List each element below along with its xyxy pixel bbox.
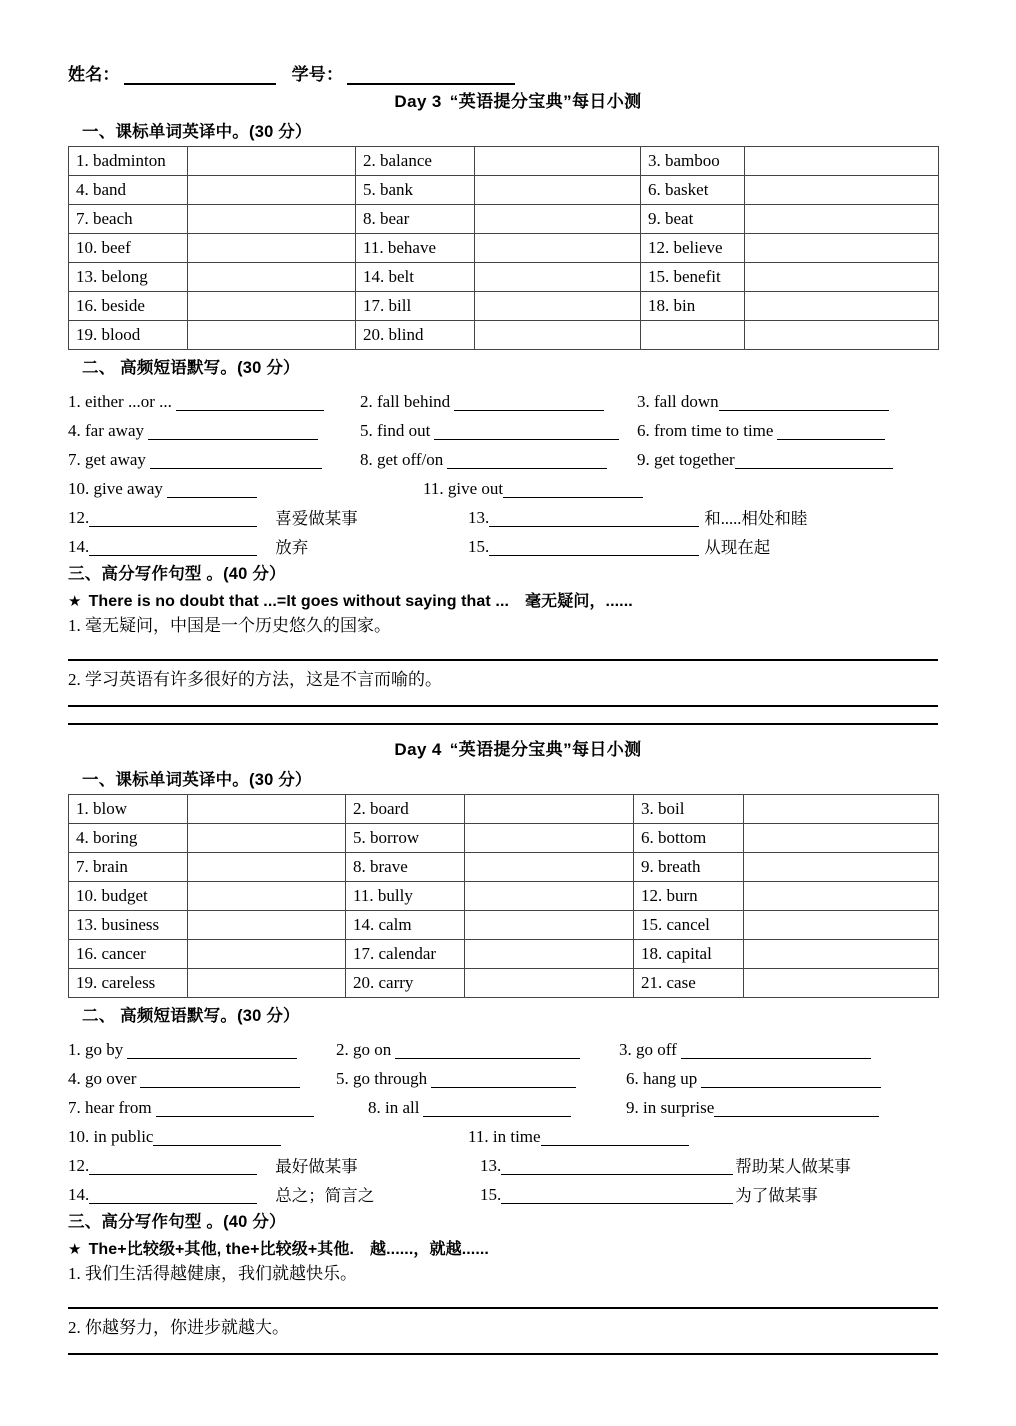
answer-cell[interactable]: [475, 292, 641, 321]
phrase-item: [68, 1041, 336, 1059]
word-cell: 11. behave: [356, 234, 475, 263]
phrase-blank[interactable]: [148, 425, 318, 440]
phrase-text: 5. go through: [336, 1069, 428, 1089]
answer-cell[interactable]: [744, 824, 939, 853]
phrase-item: [336, 1041, 619, 1059]
word-cell: 16. cancer: [69, 940, 188, 969]
table-row: [69, 911, 939, 940]
phrase-blank[interactable]: [489, 512, 699, 527]
day4-section2-heading: 二、 高频短语默写。(30 分）: [82, 1007, 300, 1026]
phrase-text: 1. either ...or ...: [68, 392, 172, 412]
phrase-item: [68, 422, 360, 440]
phrase-blank[interactable]: [501, 1160, 733, 1175]
phrase-item: [480, 1157, 851, 1175]
day3-phrase-row: [68, 498, 938, 527]
table-row: [69, 234, 939, 263]
word-cell: 21. case: [634, 969, 744, 998]
phrase-text: 11. give out: [423, 479, 504, 499]
answer-cell[interactable]: [745, 205, 939, 234]
table-row: [69, 292, 939, 321]
phrase-blank[interactable]: [503, 483, 643, 498]
phrase-text: 2. fall behind: [360, 392, 451, 412]
day4-word-table: [68, 794, 939, 998]
star-icon: ★: [68, 593, 82, 610]
word-cell: 17. bill: [356, 292, 475, 321]
name-blank[interactable]: [124, 68, 276, 85]
phrase-meaning: 总之；简言之: [275, 1185, 375, 1205]
phrase-item: [68, 1070, 336, 1088]
word-cell: 20. carry: [346, 969, 465, 998]
table-row: [69, 882, 939, 911]
phrase-blank[interactable]: [89, 1160, 257, 1175]
phrase-text: 4. far away: [68, 421, 144, 441]
day3-pattern-en: There is no doubt that ...=It goes without saying that ...: [88, 593, 510, 610]
answer-cell[interactable]: [744, 969, 939, 998]
answer-cell[interactable]: [744, 940, 939, 969]
phrase-text: 4. go over: [68, 1069, 137, 1089]
phrase-blank[interactable]: [489, 541, 699, 556]
day4-title-prefix: Day 4: [394, 740, 442, 760]
phrase-text: 1. go by: [68, 1040, 124, 1060]
student-info-row: [68, 60, 938, 85]
phrase-blank[interactable]: [140, 1073, 300, 1088]
phrase-blank[interactable]: [454, 396, 604, 411]
answer-cell[interactable]: [475, 263, 641, 292]
word-cell: 17. calendar: [346, 940, 465, 969]
day3-section2-heading: 二、 高频短语默写。(30 分）: [82, 359, 300, 377]
word-cell: 16. beside: [69, 292, 188, 321]
phrase-blank[interactable]: [501, 1189, 733, 1204]
day3-section3-heading: 三、高分写作句型 。(40 分）: [68, 565, 286, 583]
phrase-blank[interactable]: [150, 454, 322, 469]
answer-cell[interactable]: [745, 234, 939, 263]
star-icon: ★: [68, 1241, 82, 1259]
table-row: [69, 321, 939, 350]
day3-pattern-line: [68, 588, 938, 611]
day3-sentence-2: 2. 学习英语有许多很好的方法，这是不言而喻的。: [68, 670, 442, 690]
answer-cell[interactable]: [475, 234, 641, 263]
word-cell: 5. bank: [356, 176, 475, 205]
answer-cell[interactable]: [188, 824, 346, 853]
word-cell: 6. bottom: [634, 824, 744, 853]
phrase-blank[interactable]: [167, 483, 257, 498]
phrase-blank[interactable]: [395, 1044, 580, 1059]
answer-cell[interactable]: [188, 911, 346, 940]
word-cell: 7. beach: [69, 205, 188, 234]
phrase-item: [626, 1070, 881, 1088]
phrase-text: 7. hear from: [68, 1098, 152, 1118]
word-cell: 20. blind: [356, 321, 475, 350]
day3-word-table: [68, 146, 939, 350]
word-cell: 18. bin: [641, 292, 745, 321]
phrase-text: 13.: [480, 1156, 502, 1176]
phrase-item: [626, 1099, 879, 1117]
phrase-meaning: 和.....相处和睦: [704, 508, 808, 528]
phrase-item: [619, 1041, 871, 1059]
answer-cell[interactable]: [188, 940, 346, 969]
answer-cell[interactable]: [188, 853, 346, 882]
answer-cell[interactable]: [188, 176, 356, 205]
phrase-blank[interactable]: [89, 1189, 257, 1204]
phrase-item: [480, 1186, 818, 1204]
phrase-meaning: 最好做某事: [275, 1156, 358, 1176]
phrase-blank[interactable]: [735, 454, 893, 469]
phrase-text: 3. go off: [619, 1040, 677, 1060]
phrase-blank[interactable]: [777, 425, 885, 440]
day3-pattern-cn: 毫无疑问，......: [525, 593, 633, 610]
table-row: [69, 824, 939, 853]
phrase-item: [368, 1099, 626, 1117]
day3-section1-heading: 一、课标单词英译中。(30 分）: [82, 123, 312, 141]
day3-answer-line-1[interactable]: [68, 659, 938, 661]
phrase-blank[interactable]: [681, 1044, 871, 1059]
word-cell: 7. brain: [69, 853, 188, 882]
phrase-blank[interactable]: [434, 425, 619, 440]
phrase-item: [360, 393, 637, 411]
answer-cell[interactable]: [465, 911, 634, 940]
phrase-item: [68, 451, 360, 469]
phrase-text: 15.: [468, 537, 490, 557]
phrase-text: 7. get away: [68, 450, 146, 470]
word-cell: 10. budget: [69, 882, 188, 911]
word-cell: 4. boring: [69, 824, 188, 853]
phrase-blank[interactable]: [701, 1073, 881, 1088]
word-cell: 11. bully: [346, 882, 465, 911]
phrase-text: 15.: [480, 1185, 502, 1205]
word-cell: 5. borrow: [346, 824, 465, 853]
day4-sentence-2: 2. 你越努力，你进步就越大。: [68, 1318, 289, 1338]
phrase-text: 6. from time to time: [637, 421, 774, 441]
answer-cell[interactable]: [465, 969, 634, 998]
phrase-meaning: 从现在起: [704, 537, 771, 557]
phrase-blank[interactable]: [447, 454, 607, 469]
phrase-item: [68, 393, 360, 411]
table-row: [69, 940, 939, 969]
day4-phrase-row: [68, 1146, 938, 1175]
word-cell: 12. believe: [641, 234, 745, 263]
phrase-text: 12.: [68, 1156, 90, 1176]
phrase-text: 5. find out: [360, 421, 431, 441]
day4-pattern-line: [68, 1236, 938, 1259]
answer-cell[interactable]: [188, 292, 356, 321]
name-label: 姓名：: [68, 65, 120, 84]
phrase-item: [637, 422, 885, 440]
word-cell: 19. careless: [69, 969, 188, 998]
phrase-item: [468, 1128, 689, 1146]
answer-cell[interactable]: [745, 176, 939, 205]
day4-section3-heading: 三、高分写作句型 。(40 分）: [68, 1213, 286, 1232]
answer-cell[interactable]: [745, 263, 939, 292]
phrase-item: [68, 480, 423, 498]
phrase-item: [68, 1099, 368, 1117]
answer-cell[interactable]: [465, 795, 634, 824]
word-cell: 9. breath: [634, 853, 744, 882]
word-cell: 19. blood: [69, 321, 188, 350]
phrase-meaning: 放弃: [275, 537, 309, 557]
phrase-text: 13.: [468, 508, 490, 528]
answer-cell[interactable]: [465, 940, 634, 969]
table-row: [69, 795, 939, 824]
student-id-blank[interactable]: [347, 68, 515, 85]
answer-cell[interactable]: [744, 795, 939, 824]
day3-phrase-row: [68, 411, 938, 440]
phrase-blank[interactable]: [423, 1102, 571, 1117]
word-cell: 18. capital: [634, 940, 744, 969]
phrase-item: [336, 1070, 626, 1088]
day3-phrase-row: [68, 469, 938, 498]
word-cell: 4. band: [69, 176, 188, 205]
page-content: [68, 60, 938, 1355]
phrase-text: 8. get off/on: [360, 450, 444, 470]
word-cell: 1. blow: [69, 795, 188, 824]
phrase-blank[interactable]: [89, 541, 257, 556]
answer-cell[interactable]: [475, 321, 641, 350]
answer-cell[interactable]: [188, 969, 346, 998]
phrase-item: [68, 538, 468, 556]
answer-cell[interactable]: [188, 795, 346, 824]
phrase-item: [637, 451, 893, 469]
day3-title: [68, 87, 938, 112]
word-cell-empty: [641, 321, 745, 350]
day3-phrase-row: [68, 527, 938, 556]
answer-cell[interactable]: [744, 882, 939, 911]
phrase-item: [423, 480, 643, 498]
phrase-text: 14.: [68, 1185, 90, 1205]
student-id-label: 学号：: [291, 65, 344, 84]
table-row: [69, 969, 939, 998]
phrase-item: [468, 509, 807, 527]
answer-cell[interactable]: [188, 205, 356, 234]
phrase-blank[interactable]: [719, 396, 889, 411]
day3-answer-line-2[interactable]: [68, 705, 938, 707]
answer-cell[interactable]: [745, 147, 939, 176]
phrase-text: 6. hang up: [626, 1069, 698, 1089]
day4-section1-heading: 一、课标单词英译中。(30 分）: [82, 771, 312, 790]
word-cell: 2. balance: [356, 147, 475, 176]
phrase-text: 10. give away: [68, 479, 163, 499]
day4-pattern-cn: 越......，就越......: [370, 1241, 489, 1259]
answer-cell[interactable]: [744, 911, 939, 940]
phrase-item: [68, 1157, 480, 1175]
day3-phrase-row: [68, 382, 938, 411]
phrase-item: [68, 1186, 480, 1204]
phrase-blank[interactable]: [156, 1102, 314, 1117]
word-cell: 13. business: [69, 911, 188, 940]
day4-phrase-row: [68, 1117, 938, 1146]
phrase-text: 11. in time: [468, 1127, 541, 1147]
answer-cell[interactable]: [465, 882, 634, 911]
table-row: [69, 176, 939, 205]
answer-cell[interactable]: [475, 147, 641, 176]
day4-title-main: “英语提分宝典”每日小测: [449, 740, 642, 760]
answer-cell[interactable]: [188, 321, 356, 350]
word-cell: 13. belong: [69, 263, 188, 292]
day4-phrase-row: [68, 1175, 938, 1204]
word-cell: 8. brave: [346, 853, 465, 882]
word-cell: 15. benefit: [641, 263, 745, 292]
day4-answer-line-2[interactable]: [68, 1353, 938, 1355]
phrase-meaning: 帮助某人做某事: [735, 1156, 851, 1176]
table-row: [69, 853, 939, 882]
answer-cell[interactable]: [475, 205, 641, 234]
day4-answer-line-1[interactable]: [68, 1307, 938, 1309]
day4-sentence-1: 1. 我们生活得越健康，我们就越快乐。: [68, 1264, 357, 1284]
phrase-blank[interactable]: [176, 396, 324, 411]
day-separator: [68, 723, 938, 725]
day4-phrase-row: [68, 1059, 938, 1088]
day3-title-prefix: Day 3: [394, 92, 442, 111]
phrase-blank[interactable]: [714, 1102, 879, 1117]
word-cell: 9. beat: [641, 205, 745, 234]
word-cell: 14. belt: [356, 263, 475, 292]
answer-cell[interactable]: [475, 176, 641, 205]
answer-cell[interactable]: [188, 234, 356, 263]
phrase-item: [68, 1128, 468, 1146]
day4-phrase-row: [68, 1030, 938, 1059]
word-cell: 1. badminton: [69, 147, 188, 176]
phrase-text: 9. in surprise: [626, 1098, 715, 1118]
phrase-text: 3. fall down: [637, 392, 719, 412]
phrase-meaning: 喜爱做某事: [275, 508, 358, 528]
day3-sentence-1: 1. 毫无疑问，中国是一个历史悠久的国家。: [68, 616, 391, 635]
phrase-item: [360, 422, 637, 440]
phrase-text: 2. go on: [336, 1040, 392, 1060]
phrase-blank[interactable]: [541, 1131, 689, 1146]
answer-cell[interactable]: [465, 824, 634, 853]
answer-cell[interactable]: [188, 882, 346, 911]
phrase-text: 8. in all: [368, 1098, 420, 1118]
word-cell: 2. board: [346, 795, 465, 824]
day3-title-main: “英语提分宝典”每日小测: [449, 92, 642, 111]
phrase-blank[interactable]: [153, 1131, 281, 1146]
word-cell: 10. beef: [69, 234, 188, 263]
table-row: [69, 263, 939, 292]
phrase-text: 12.: [68, 508, 90, 528]
word-cell: 8. bear: [356, 205, 475, 234]
word-cell: 3. bamboo: [641, 147, 745, 176]
word-cell: 3. boil: [634, 795, 744, 824]
day4-title: [68, 735, 938, 760]
answer-cell[interactable]: [745, 292, 939, 321]
answer-cell[interactable]: [744, 853, 939, 882]
phrase-text: 9. get together: [637, 450, 735, 470]
word-cell: 6. basket: [641, 176, 745, 205]
answer-cell[interactable]: [188, 263, 356, 292]
word-cell: 15. cancel: [634, 911, 744, 940]
phrase-blank[interactable]: [127, 1044, 297, 1059]
phrase-blank[interactable]: [431, 1073, 576, 1088]
phrase-text: 14.: [68, 537, 90, 557]
phrase-blank[interactable]: [89, 512, 257, 527]
day3-phrase-row: [68, 440, 938, 469]
phrase-text: 10. in public: [68, 1127, 154, 1147]
answer-cell[interactable]: [745, 321, 939, 350]
day4-pattern-en: The+比较级+其他, the+比较级+其他.: [88, 1241, 355, 1259]
answer-cell[interactable]: [465, 853, 634, 882]
table-row: [69, 147, 939, 176]
phrase-meaning: 为了做某事: [735, 1185, 818, 1205]
phrase-item: [637, 393, 889, 411]
word-cell: 12. burn: [634, 882, 744, 911]
phrase-item: [68, 509, 468, 527]
answer-cell[interactable]: [188, 147, 356, 176]
table-row: [69, 205, 939, 234]
phrase-item: [360, 451, 637, 469]
word-cell: 14. calm: [346, 911, 465, 940]
day4-phrase-row: [68, 1088, 938, 1117]
phrase-item: [468, 538, 770, 556]
